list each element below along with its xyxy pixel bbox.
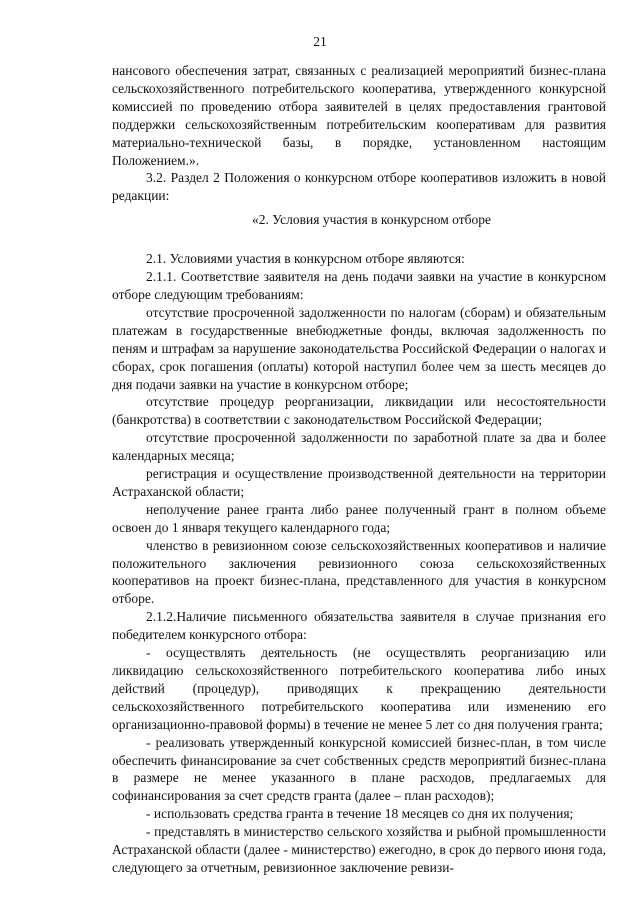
requirement-item: членство в ревизионном союзе сельскохозяйственных кооперативов и наличие положительного заключения ревизионного союза сельскохозяйственных кооперативов на проект бизнес-плана, представленного для участия в конкурсном отборе. bbox=[112, 537, 606, 607]
document-body bbox=[112, 62, 606, 877]
requirement-item: отсутствие просроченной задолженности по заработной плате за два и более календарных месяца; bbox=[112, 430, 606, 464]
requirement-item: отсутствие процедур реорганизации, ликвидации или несостоятельности (банкротства) в соответствии с законодательством Российской Федерации; bbox=[112, 394, 606, 428]
obligation-item: - осуществлять деятельность (не осуществлять реорганизацию или ликвидацию сельскохозяйственного потребительского кооператива либо иных действий (процедур), приводящих к прекращению деятельности сельскохозяйственного потребительского кооператива или изменению его организационно-правовой формы) в течение не менее 5 лет со дня получения гранта; bbox=[112, 645, 606, 732]
obligation-item: - представлять в министерство сельского хозяйства и рыбной промышленности Астраханской области (далее - министерство) ежегодно, в срок до первого июня года, следующего за отчетным, ревизионное заключение ревизи- bbox=[112, 824, 606, 875]
requirement-item: регистрация и осуществление производственной деятельности на территории Астраханской области; bbox=[112, 466, 606, 499]
paragraph-2-1-1: 2.1.1. Соответствие заявителя на день подачи заявки на участие в конкурсном отборе следующим требованиям: bbox=[112, 269, 606, 302]
paragraph-2-1-2: 2.1.2.Наличие письменного обязательства заявителя в случае признания его победителем конкурсного отбора: bbox=[112, 609, 606, 643]
requirement-item: отсутствие просроченной задолженности по налогам (сборам) и обязательным платежам в государственные внебюджетные фонды, включая задолженность по пеням и штрафам за нарушение законодательства Российской Федерации о налогах и сборах, срок погашения (оплаты) которой наступил более чем за шесть месяцев до дня подачи заявки на участие в конкурсном отборе; bbox=[112, 304, 606, 392]
paragraph-section-3-2: 3.2. Раздел 2 Положения о конкурсном отборе кооперативов изложить в новой редакции: bbox=[112, 170, 606, 204]
requirement-item: неполучение ранее гранта либо ранее полученный грант в полном объеме освоен до 1 января текущего календарного года; bbox=[112, 501, 606, 535]
paragraph-2-1: 2.1. Условиями участия в конкурсном отборе являются: bbox=[146, 251, 465, 267]
page-number: 21 bbox=[313, 34, 327, 49]
obligation-item: - реализовать утвержденный конкурсной комиссией бизнес-план, в том числе обеспечить финансирование за счет собственных средств мероприятий бизнес-плана в размере не менее указанного в плане расходов, предлагаемых для софинансирования за счет средств гранта (далее – план расходов); bbox=[112, 734, 606, 804]
paragraph-continuation: нансового обеспечения затрат, связанных с реализацией мероприятий бизнес-плана сельскохозяйственного потребительского кооператива, утвержденного конкурсной комиссией по проведению отбора заявителей в целях предоставления грантовой поддержки сельскохозяйственным потребительским кооперативам для развития материально-технической базы, в порядке, установленном настоящим Положением.». bbox=[112, 63, 606, 168]
section-heading: «2. Условия участия в конкурсном отборе bbox=[252, 212, 492, 228]
obligation-item: - использовать средства гранта в течение 18 месяцев со дня их получения; bbox=[146, 806, 574, 822]
